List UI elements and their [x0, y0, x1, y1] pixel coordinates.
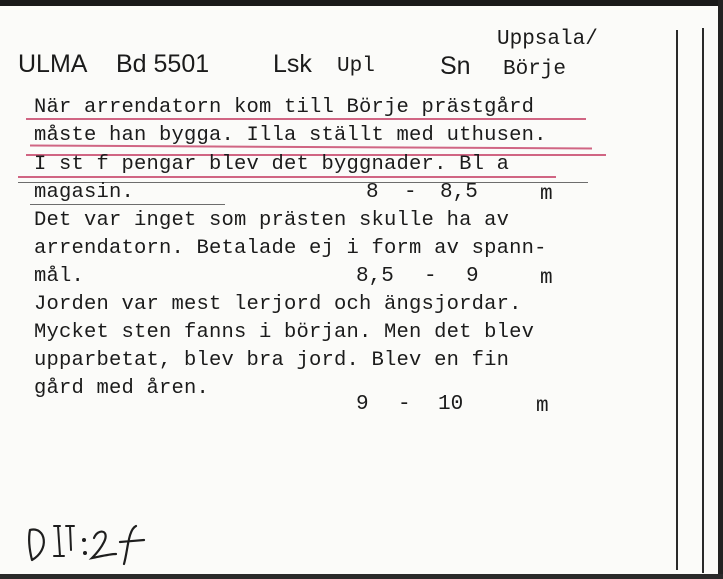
card-top-edge — [0, 0, 723, 6]
text-line: Det var inget som prästen skulle ha av — [34, 209, 510, 232]
region-label: Uppsala/ — [497, 28, 598, 51]
marker-unit: m — [536, 395, 549, 418]
socken-value: Börje — [503, 58, 567, 81]
marker-unit: m — [540, 183, 553, 206]
underline-4 — [18, 176, 556, 178]
text-line: upparbetat, blev bra jord. Blev en fin — [34, 349, 510, 372]
marker-dash: - — [424, 265, 437, 288]
landskap-value: Upl — [337, 55, 375, 78]
text-line: Jorden var mest lerjord och ängsjordar. — [34, 293, 522, 316]
marker-dash: - — [398, 393, 411, 416]
text-line: arrendatorn. Betalade ej i form av spann- — [34, 237, 547, 260]
handwritten-signature — [24, 520, 152, 566]
text-line: När arrendatorn kom till Börje prästgård — [34, 96, 535, 119]
margin-rule-right — [702, 28, 704, 573]
text-line: gård med åren. — [34, 377, 210, 400]
card-bottom-edge — [0, 574, 723, 579]
margin-rule-left — [676, 30, 678, 570]
marker-to: 8,5 — [440, 181, 478, 204]
text-line: I st f pengar blev det byggnader. Bl a — [34, 153, 510, 176]
socken-label: Sn — [440, 52, 471, 80]
marker-unit: m — [540, 267, 553, 290]
marker-dash: - — [404, 181, 417, 204]
landskap-label: Lsk — [273, 50, 312, 78]
archive-code: ULMA — [18, 50, 88, 78]
volume-number: Bd 5501 — [116, 50, 210, 78]
card-right-edge — [718, 0, 723, 579]
marker-from: 8 — [366, 181, 379, 204]
marker-to: 9 — [466, 265, 479, 288]
marker-from: 9 — [356, 393, 369, 416]
marker-to: 10 — [438, 393, 464, 416]
text-line: måste han bygga. Illa ställt med uthusen. — [34, 124, 547, 147]
text-line: mål. — [34, 265, 85, 288]
text-line: magasin. — [34, 181, 135, 204]
text-line: Mycket sten fanns i början. Men det blev — [34, 321, 535, 344]
underline-6 — [30, 204, 225, 205]
marker-from: 8,5 — [356, 265, 394, 288]
